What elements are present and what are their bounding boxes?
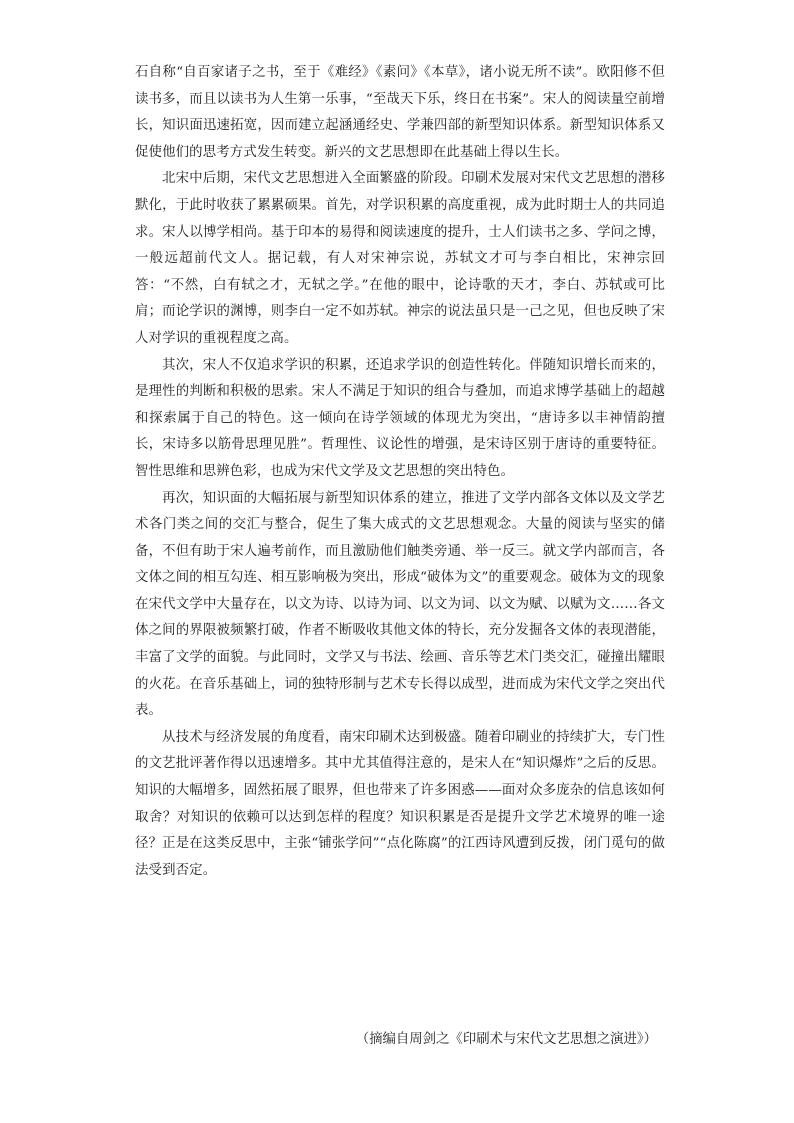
article-paragraph: 北宋中后期，宋代文艺思想进入全面繁盛的阶段。印刷术发展对宋代文艺思想的潜移默化，于此时收获了累累硕果。首先，对学识积累的高度重视，成为此时期士人的共同追求。宋人以博学相尚。基于印本的易得和阅读速度的提升，士人们读书之多、学问之博，一般远超前代文人。据记载，有人对宋神宗说，苏轼文才可与李白相比，宋神宗回答：“不然，白有轼之才，无轼之学。”在他的眼中，论诗歌的天才，李白、苏轼或可比肩；而论学识的渊博，则李白一定不如苏轼。神宗的说法虽只是一己之见，但也反映了宋人对学识的重视程度之高。 bbox=[135, 171, 665, 346]
article-paragraph: 其次，宋人不仅追求学识的积累，还追求学识的创造性转化。伴随知识增长而来的，是理性的判断和积极的思索。宋人不满足于知识的组合与叠加，而追求博学基础上的超越和探索属于自己的特色。这一倾向在诗学领域的体现尤为突出，“唐诗多以丰神情韵擅长，宋诗多以筋骨思理见胜”。哲理性、议论性的增强，是宋诗区别于唐诗的重要特征。智性思维和思辨色彩，也成为宋代文学及文艺思想的突出特色。 bbox=[135, 357, 665, 479]
article-paragraph: 再次，知识面的大幅拓展与新型知识体系的建立，推进了文学内部各文体以及文学艺术各门类之间的交汇与整合，促生了集大成式的文艺思想观念。大量的阅读与坚实的储备，不但有助于宋人遍考前作，而且激励他们触类旁通、举一反三。就文学内部而言，各文体之间的相互勾连、相互影响极为突出，形成“破体为文”的重要观念。破体为文的现象在宋代文学中大量存在，以文为诗、以诗为词、以文为词、以文为赋、以赋为文……各文体之间的界限被频繁打破，作者不断吸收其他文体的特长，充分发掘各文体的表现潜能，丰富了文学的面貌。与此同时，文学又与书法、绘画、音乐等艺术门类交汇，碰撞出耀眼的火花。在音乐基础上，词的独特形制与艺术专长得以成型，进而成为宋代文学之突出代表。 bbox=[135, 490, 665, 719]
source-citation: （摘编自周剑之《印刷术与宋代文艺思想之演进》） bbox=[355, 1032, 657, 1047]
article-body bbox=[135, 60, 665, 884]
article-paragraph: 石自称“自百家诸子之书，至于《难经》《素问》《本草》，诸小说无所不读”。欧阳修不但读书多，而且以读书为人生第一乐事，“至哉天下乐，终日在书案”。宋人的阅读量空前增长，知识面迅速拓宽，因而建立起涵通经史、学兼四部的新型知识体系。新型知识体系又促使他们的思考方式发生转变。新兴的文艺思想即在此基础上得以生长。 bbox=[135, 65, 665, 160]
article-paragraph: 从技术与经济发展的角度看，南宋印刷术达到极盛。随着印刷业的持续扩大，专门性的文艺批评著作得以迅速增多。其中尤其值得注意的，是宋人在“知识爆炸”之后的反思。知识的大幅增多，固然拓展了眼界，但也带来了许多困惑——面对众多庞杂的信息该如何取舍？对知识的依赖可以达到怎样的程度？知识积累是否是提升文学艺术境界的唯一途径？正是在这类反思中，主张“铺张学问”“点化陈腐”的江西诗风遭到反拨，闭门觅句的做法受到否定。 bbox=[135, 729, 665, 878]
